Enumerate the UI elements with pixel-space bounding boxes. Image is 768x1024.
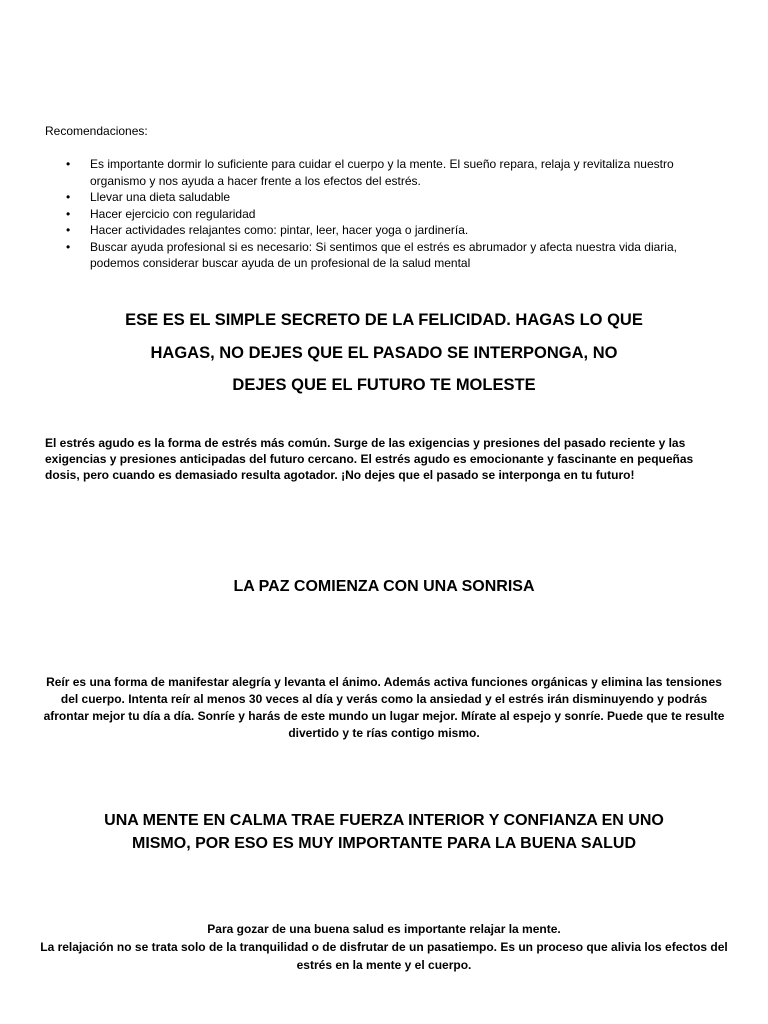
heading-peace-smile: LA PAZ COMIENZA CON UNA SONRISA — [233, 578, 535, 595]
heading-line: HAGAS, NO DEJES QUE EL PASADO SE INTERPONGA, NO — [150, 343, 618, 362]
recommendations-list — [45, 156, 715, 272]
bullet-icon: • — [66, 223, 71, 237]
recommendations-title: Recomendaciones: — [45, 124, 148, 138]
heading-calm-mind — [0, 809, 768, 855]
paragraph-acute-stress: El estrés agudo es la forma de estrés más común. Surge de las exigencias y presiones del pasado reciente y las exigencias y presiones anticipadas del futuro cercano. El estrés agudo es emocionante y fascinante en pequeñas dosis, pero cuando es demasiado resulta agotador. ¡No dejes que el pasado se interponga en tu futuro! — [45, 436, 694, 482]
heading-line: ESE ES EL SIMPLE SECRETO DE LA FELICIDAD. HAGAS LO QUE — [125, 311, 643, 329]
heading-line: DEJES QUE EL FUTURO TE MOLESTE — [232, 376, 536, 394]
list-item-text: Hacer actividades relajantes como: pintar, leer, hacer yoga o jardinería. — [90, 223, 469, 237]
heading-line: MISMO, POR ESO ES MUY IMPORTANTE PARA LA BUENA SALUD — [131, 835, 637, 852]
list-item — [45, 239, 715, 272]
bullet-icon: • — [66, 157, 71, 171]
heading-line: UNA MENTE EN CALMA TRAE FUERZA INTERIOR Y CONFIANZA EN UNO — [104, 812, 664, 829]
list-item — [45, 189, 715, 206]
paragraph-relaxation — [40, 920, 728, 974]
list-item-text: Llevar una dieta saludable — [90, 190, 231, 204]
paragraph-line: Para gozar de una buena salud es importante relajar la mente. — [207, 922, 561, 936]
list-item-text: Es importante dormir lo suficiente para cuidar el cuerpo y la mente. El sueño repara, relaja y revitaliza nuestro organismo y nos ayuda a hacer frente a los efectos del estrés. — [90, 157, 674, 188]
list-item-text: Hacer ejercicio con regularidad — [90, 206, 256, 221]
paragraph-laughter: Reír es una forma de manifestar alegría y levanta el ánimo. Además activa funciones orgánicas y elimina las tensiones del cuerpo. Intenta reír al menos 30 veces al día y verás como la ansiedad y el estrés irán disminuyendo y podrás afrontar mejor tu día a día. Sonríe y harás de este mundo un lugar mejor. Mírate al espejo y sonríe. Puede que te resulte divertido y te rías contigo mismo. — [43, 675, 725, 740]
list-item — [45, 156, 715, 189]
list-item-text: Buscar ayuda profesional si es necesario: Si sentimos que el estrés es abrumador y afecta nuestra vida diaria, podemos considerar buscar ayuda de un profesional de la salud mental — [90, 239, 677, 270]
bullet-icon: • — [66, 239, 71, 254]
paragraph-line: La relajación no se trata solo de la tranquilidad o de disfrutar de un pasatiempo. Es un proceso que alivia los efectos del estrés en la mente y el cuerpo. — [40, 940, 728, 972]
bullet-icon: • — [66, 190, 71, 204]
bullet-icon: • — [66, 206, 71, 221]
heading-happiness-secret — [0, 304, 768, 402]
list-item — [45, 222, 715, 239]
list-item — [45, 206, 715, 223]
